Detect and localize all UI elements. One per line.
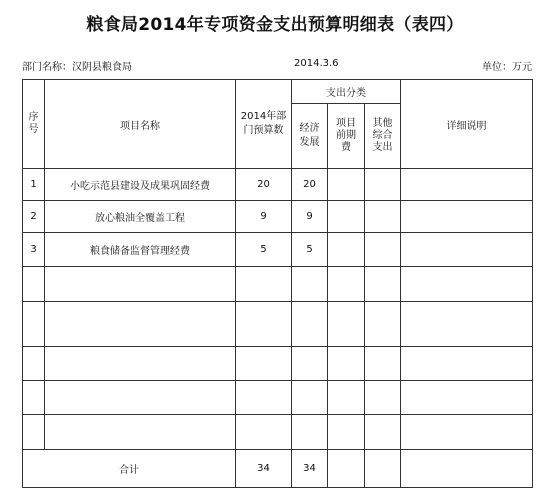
header-seq-line2: 号 <box>28 124 39 135</box>
row-detail <box>401 233 533 267</box>
empty-row <box>23 415 533 450</box>
row-budget: 20 <box>236 169 292 201</box>
total-label: 合计 <box>23 450 236 488</box>
row-seq: 3 <box>23 233 45 267</box>
header-proj-pre <box>328 104 365 169</box>
header-other-line2: 综合 <box>372 130 393 141</box>
row-econ: 9 <box>292 201 328 233</box>
header-proj-line3: 费 <box>341 142 351 153</box>
empty-row <box>23 267 533 302</box>
table-row <box>23 169 533 201</box>
table-title: 粮食局2014年专项资金支出预算明细表（表四） <box>86 15 464 35</box>
total-budget: 34 <box>236 450 292 488</box>
row-name: 放心粮油全覆盖工程 <box>45 201 236 233</box>
empty-row <box>23 347 533 381</box>
empty-row <box>23 302 533 347</box>
header-detail: 详细说明 <box>401 80 533 169</box>
empty-row <box>23 381 533 415</box>
row-econ: 5 <box>292 233 328 267</box>
department-label: 部门名称：汉阴县粮食局 <box>22 62 132 73</box>
row-name: 小吃示范县建设及成果巩固经费 <box>45 169 236 201</box>
row-detail <box>401 169 533 201</box>
row-detail <box>401 201 533 233</box>
header-seq <box>23 80 45 169</box>
date-label: 2014.3.6 <box>294 58 339 69</box>
row-seq: 1 <box>23 169 45 201</box>
total-row <box>23 450 533 488</box>
row-proj-pre <box>328 233 365 267</box>
header-proj-line2: 前期 <box>336 130 356 141</box>
row-seq: 2 <box>23 201 45 233</box>
row-budget: 5 <box>236 233 292 267</box>
header-proj-line1: 项目 <box>336 118 356 129</box>
header-budget-line1: 2014年部 <box>240 111 287 122</box>
header-econ <box>292 104 328 169</box>
row-econ: 20 <box>292 169 328 201</box>
header-econ-line2: 发展 <box>299 137 320 148</box>
table-row <box>23 201 533 233</box>
header-budget <box>236 80 292 169</box>
row-proj-pre <box>328 169 365 201</box>
header-other-line3: 支出 <box>372 142 393 153</box>
row-other <box>365 233 401 267</box>
header-econ-line1: 经济 <box>299 123 320 134</box>
row-proj-pre <box>328 201 365 233</box>
unit-label: 单位：万元 <box>482 62 532 73</box>
header-row-1 <box>23 80 533 104</box>
row-other <box>365 169 401 201</box>
header-project-name: 项目名称 <box>45 80 236 169</box>
header-budget-line2: 门预算数 <box>243 125 284 136</box>
total-detail <box>401 450 533 488</box>
header-category: 支出分类 <box>292 80 401 104</box>
header-other-line1: 其他 <box>372 118 393 129</box>
row-budget: 9 <box>236 201 292 233</box>
row-other <box>365 201 401 233</box>
header-seq-line1: 序 <box>28 112 39 123</box>
total-econ: 34 <box>292 450 328 488</box>
total-proj-pre <box>328 450 365 488</box>
budget-table <box>22 79 533 488</box>
header-other <box>365 104 401 169</box>
total-other <box>365 450 401 488</box>
row-name: 粮食储备监督管理经费 <box>45 233 236 267</box>
table-row <box>23 233 533 267</box>
